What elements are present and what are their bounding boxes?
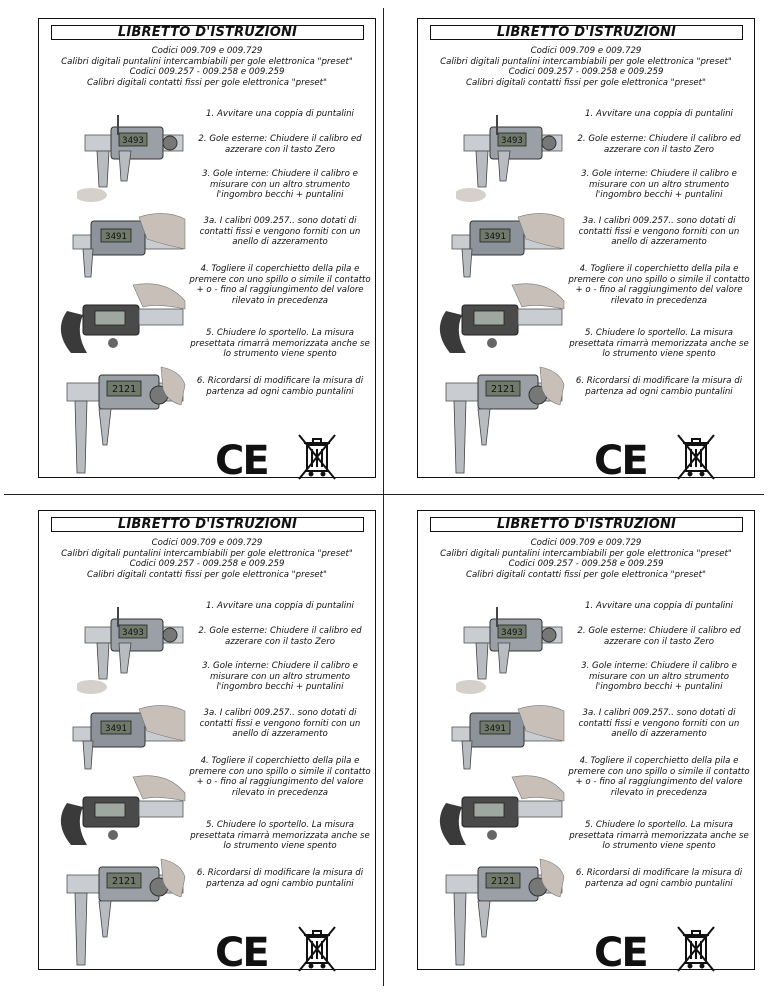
- header-line: Codici 009.709 e 009.729: [151, 538, 263, 548]
- horizontal-cut-line: [4, 494, 764, 495]
- step-3-text: 3. Gole interne: Chiudere il calibro e misurare con un altro strumento l'ingombro becchi + puntalini: [581, 169, 737, 200]
- step-2-text: 2. Gole esterne: Chiudere il calibro ed azzerare con il tasto Zero: [198, 626, 362, 647]
- lcd-reading: 2121: [490, 384, 516, 395]
- step-5-text: 5. Chiudere lo sportello. La misura presettata rimarrà memorizzata anche se lo strumento viene spento: [190, 328, 370, 359]
- step-3-text: 3. Gole interne: Chiudere il calibro e misurare con un altro strumento l'ingombro becchi + puntalini: [202, 169, 358, 200]
- step-1-text: 1. Avvitare una coppia di puntalini: [206, 601, 354, 611]
- header-line: Calibri digitali contatti fissi per gole elettronica "preset": [465, 77, 707, 88]
- micrometer-photo: [426, 281, 566, 361]
- step-2-text: 2. Gole esterne: Chiudere il calibro ed azzerare con il tasto Zero: [198, 134, 362, 155]
- step-3a-text: 3a. I calibri 009.257.. sono dotati di contatti fissi e vengono forniti con un anello di azzeramento: [199, 708, 361, 739]
- header-line: Codici 009.257 - 009.258 e 009.259: [508, 559, 664, 569]
- header-line: Codici 009.257 - 009.258 e 009.259: [129, 559, 285, 569]
- step-4-text: 4. Togliere il coperchietto della pila e premere con uno spillo o simile il contatto + o - fino al raggiungimento del valore rilevato in precedenza: [189, 756, 371, 798]
- ce-mark: CE: [215, 438, 268, 484]
- weee-crossed-bin-icon: [293, 923, 341, 975]
- header-line: Codici 009.257 - 009.258 e 009.259: [508, 67, 664, 77]
- caliper-photo-puntalini: [456, 97, 566, 202]
- header-line: Codici 009.709 e 009.729: [530, 46, 642, 56]
- ce-mark: CE: [215, 930, 268, 976]
- instruction-card: [38, 18, 376, 484]
- header-line: Codici 009.709 e 009.729: [530, 538, 642, 548]
- lcd-reading: 3491: [484, 724, 506, 734]
- instruction-card: [38, 510, 376, 976]
- step-4-text: 4. Togliere il coperchietto della pila e premere con uno spillo o simile il contatto + o - fino al raggiungimento del valore rilevato in precedenza: [189, 264, 371, 306]
- card-title: LIBRETTO D'ISTRUZIONI: [430, 517, 743, 532]
- weee-crossed-bin-icon: [672, 431, 720, 483]
- step-6-text: 6. Ricordarsi di modificare la misura di partenza ad ogni cambio puntalini: [575, 868, 743, 889]
- lcd-reading: 2121: [111, 876, 137, 887]
- step-5-text: 5. Chiudere lo sportello. La misura presettata rimarrà memorizzata anche se lo strumento viene spento: [190, 820, 370, 851]
- ce-mark: CE: [594, 930, 647, 976]
- step-2-text: 2. Gole esterne: Chiudere il calibro ed azzerare con il tasto Zero: [577, 134, 741, 155]
- card-title: LIBRETTO D'ISTRUZIONI: [430, 25, 743, 40]
- header-line: Codici 009.709 e 009.729: [151, 46, 263, 56]
- lcd-reading: 3493: [501, 136, 523, 146]
- micrometer-photo: [426, 773, 566, 853]
- step-1-text: 1. Avvitare una coppia di puntalini: [585, 109, 733, 119]
- caliper-photo-preset: [63, 857, 187, 967]
- caliper-photo-hand: [69, 701, 187, 771]
- lcd-reading: 3491: [484, 232, 506, 242]
- step-6-text: 6. Ricordarsi di modificare la misura di partenza ad ogni cambio puntalini: [575, 376, 743, 397]
- weee-crossed-bin-icon: [293, 431, 341, 483]
- lcd-reading: 3493: [122, 136, 144, 146]
- caliper-photo-preset: [442, 857, 566, 967]
- caliper-photo-puntalini: [77, 589, 187, 694]
- vertical-cut-line: [383, 8, 384, 986]
- caliper-photo-hand: [448, 209, 566, 279]
- caliper-photo-preset: [442, 365, 566, 475]
- step-5-text: 5. Chiudere lo sportello. La misura presettata rimarrà memorizzata anche se lo strumento viene spento: [569, 820, 749, 851]
- micrometer-photo: [47, 281, 187, 361]
- lcd-reading: 2121: [111, 384, 137, 395]
- header-line: Calibri digitali contatti fissi per gole elettronica "preset": [465, 569, 707, 580]
- instruction-card: [417, 18, 755, 484]
- step-3a-text: 3a. I calibri 009.257.. sono dotati di contatti fissi e vengono forniti con un anello di azzeramento: [578, 708, 740, 739]
- step-3-text: 3. Gole interne: Chiudere il calibro e misurare con un altro strumento l'ingombro becchi + puntalini: [581, 661, 737, 692]
- weee-crossed-bin-icon: [672, 923, 720, 975]
- header-line: Calibri digitali puntalini intercambiabili per gole elettronica "preset": [61, 56, 353, 67]
- lcd-reading: 3493: [122, 628, 144, 638]
- caliper-photo-puntalini: [77, 97, 187, 202]
- caliper-photo-hand: [69, 209, 187, 279]
- header-line: Codici 009.257 - 009.258 e 009.259: [129, 67, 285, 77]
- lcd-reading: 3491: [105, 724, 127, 734]
- header-line: Calibri digitali puntalini intercambiabili per gole elettronica "preset": [440, 548, 732, 559]
- caliper-photo-preset: [63, 365, 187, 475]
- header-line: Calibri digitali contatti fissi per gole elettronica "preset": [86, 77, 328, 88]
- header-line: Calibri digitali puntalini intercambiabili per gole elettronica "preset": [61, 548, 353, 559]
- header-line: Calibri digitali puntalini intercambiabili per gole elettronica "preset": [440, 56, 732, 67]
- instruction-card: [417, 510, 755, 976]
- step-2-text: 2. Gole esterne: Chiudere il calibro ed azzerare con il tasto Zero: [577, 626, 741, 647]
- ce-mark: CE: [594, 438, 647, 484]
- lcd-reading: 2121: [490, 876, 516, 887]
- step-1-text: 1. Avvitare una coppia di puntalini: [206, 109, 354, 119]
- step-4-text: 4. Togliere il coperchietto della pila e premere con uno spillo o simile il contatto + o - fino al raggiungimento del valore rilevato in precedenza: [568, 756, 750, 798]
- step-5-text: 5. Chiudere lo sportello. La misura presettata rimarrà memorizzata anche se lo strumento viene spento: [569, 328, 749, 359]
- header-line: Calibri digitali contatti fissi per gole elettronica "preset": [86, 569, 328, 580]
- card-title: LIBRETTO D'ISTRUZIONI: [51, 517, 364, 532]
- step-6-text: 6. Ricordarsi di modificare la misura di partenza ad ogni cambio puntalini: [196, 868, 364, 889]
- lcd-reading: 3493: [501, 628, 523, 638]
- caliper-photo-hand: [448, 701, 566, 771]
- step-6-text: 6. Ricordarsi di modificare la misura di partenza ad ogni cambio puntalini: [196, 376, 364, 397]
- step-4-text: 4. Togliere il coperchietto della pila e premere con uno spillo o simile il contatto + o - fino al raggiungimento del valore rilevato in precedenza: [568, 264, 750, 306]
- lcd-reading: 3491: [105, 232, 127, 242]
- step-3a-text: 3a. I calibri 009.257.. sono dotati di contatti fissi e vengono forniti con un anello di azzeramento: [199, 216, 361, 247]
- caliper-photo-puntalini: [456, 589, 566, 694]
- step-3a-text: 3a. I calibri 009.257.. sono dotati di contatti fissi e vengono forniti con un anello di azzeramento: [578, 216, 740, 247]
- step-3-text: 3. Gole interne: Chiudere il calibro e misurare con un altro strumento l'ingombro becchi + puntalini: [202, 661, 358, 692]
- card-title: LIBRETTO D'ISTRUZIONI: [51, 25, 364, 40]
- step-1-text: 1. Avvitare una coppia di puntalini: [585, 601, 733, 611]
- micrometer-photo: [47, 773, 187, 853]
